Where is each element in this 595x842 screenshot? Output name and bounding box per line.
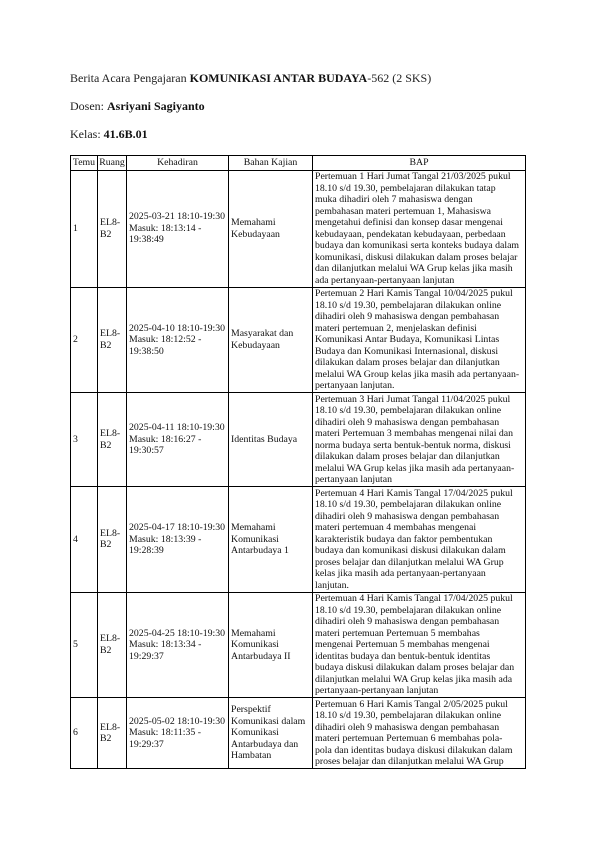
report-line: Pertemuan 4 Hari Kamis Tangal 17/04/2025 pukul xyxy=(315,593,513,604)
report-line: dilanjutkan melalui WA Grup kelas jika masih ada xyxy=(315,673,513,685)
report-line: dan dilanjutkan melalui WA Grup kelas jika masih xyxy=(315,263,513,274)
report-line: komunikasi, diskusi dilakukan dalam proses belajar xyxy=(315,251,518,263)
report-line: pola dan identitas budaya diskusi dilakukan dalam xyxy=(315,744,513,756)
meeting-number: 3 xyxy=(71,393,98,487)
column-header-bahan-kajian: Bahan Kajian xyxy=(229,156,313,171)
report-line: materi pertemuan Pertemuan 5 membahas xyxy=(315,627,480,639)
report-line: 18.10 s/d 19.30, pembelajaran dilakukan online xyxy=(315,499,502,510)
study-material: Memahami Kebudayaan xyxy=(229,170,313,287)
report-line: identitas budaya dan bentuk-bentuk identitas xyxy=(315,650,491,662)
room: EL8-B2 xyxy=(98,170,127,287)
table-row xyxy=(71,287,526,393)
schedule-time: 2025-03-21 18:10-19:30 xyxy=(129,211,226,223)
class-label: Kelas: xyxy=(70,127,101,141)
report-line: pertanyaan lanjutan. xyxy=(315,380,395,391)
meeting-number: 4 xyxy=(71,487,98,593)
column-header-temu: Temu xyxy=(71,156,98,171)
teaching-report-table xyxy=(70,155,526,769)
report-line: Pertemuan 4 Hari Kamis Tangal 17/04/2025 pukul xyxy=(315,487,513,499)
report-line: mengetahui definisi dan konsep dasar mengenai xyxy=(315,217,503,228)
report-line: kebudayaan, pendekatan kebudayaan, perbedaan xyxy=(315,228,506,240)
report-line: dihadiri oleh 9 mahasiswa dengan pembahasan xyxy=(315,721,500,733)
report-line: materi pertemuan Pertemuan 6 membahas pola- xyxy=(315,733,503,744)
report-line: materi Pertemuan 3 membahas mengenai nilai dan xyxy=(315,428,514,439)
teaching-report xyxy=(313,592,526,698)
schedule-time: 2025-04-25 18:10-19:30 xyxy=(129,627,226,639)
report-line: proses belajar dan dilanjutkan melalui WA Grup xyxy=(315,556,504,568)
table-row xyxy=(71,592,526,698)
attendance-cell xyxy=(127,170,229,287)
report-line: muka dihadiri oleh 7 mahasiswa dengan xyxy=(315,194,473,205)
study-material: Memahami Komunikasi Antarbudaya II xyxy=(229,592,313,698)
lecturer-name: Asriyani Sagiyanto xyxy=(107,99,205,113)
study-material: Masyarakat dan Kebudayaan xyxy=(229,287,313,393)
report-line: lanjutan. xyxy=(315,579,350,591)
study-material: Perspektif Komunikasi dalam Komunikasi Antarbudaya dan Hambatan xyxy=(229,698,313,769)
room: EL8-B2 xyxy=(98,287,127,393)
teaching-report xyxy=(313,287,526,393)
check-in-time: Masuk: 18:16:27 - 19:30:57 xyxy=(129,433,202,457)
check-in-time: Masuk: 18:11:35 - 19:29:37 xyxy=(129,727,202,750)
course-code-credits: -562 (2 SKS) xyxy=(367,71,432,85)
report-line: norma budaya serta bentuk-bentuk norma, diskusi xyxy=(315,439,511,451)
room: EL8-B2 xyxy=(98,698,127,769)
check-in-time: Masuk: 18:13:14 - 19:38:49 xyxy=(129,222,202,246)
table-row xyxy=(71,487,526,593)
report-line: materi pertemuan 2, menjelaskan definisi xyxy=(315,322,477,334)
report-line: dilakukan dalam proses belajar dan dilanjutkan xyxy=(315,451,500,462)
report-line: karakteristik budaya dan faktor pembentukan xyxy=(315,533,493,545)
report-line: materi pertemuan 4 membahas mengenai xyxy=(315,522,477,533)
report-line: budaya dan komunikasi serta konteks budaya dalam xyxy=(315,240,520,251)
room: EL8-B2 xyxy=(98,487,127,593)
meeting-number: 5 xyxy=(71,592,98,698)
report-line: dilakukan dalam proses belajar dan dilanjutkan xyxy=(315,357,500,368)
meeting-number: 1 xyxy=(71,170,98,287)
teaching-report xyxy=(313,170,526,287)
report-line: dihadiri oleh 9 mahasiswa dengan pembahasan xyxy=(315,510,500,522)
column-header-ruang: Ruang xyxy=(99,157,125,168)
table-row xyxy=(71,393,526,487)
teaching-report xyxy=(313,698,526,769)
attendance-cell xyxy=(127,592,229,698)
check-in-time: Masuk: 18:13:34 - 19:29:37 xyxy=(129,639,202,662)
report-line: dihadiri oleh 9 mahasiswa dengan pembahasan xyxy=(315,616,500,627)
report-line: melalui WA Group kelas jika masih ada pertanyaan- xyxy=(315,368,520,380)
report-line: Pertemuan 3 Hari Jumat Tangal 11/04/2025 pukul xyxy=(315,393,511,405)
report-line: dihadiri oleh 9 mahasiswa dengan pembahasan xyxy=(315,416,500,428)
report-line: 18.10 s/d 19.30, pembelajaran dilakukan online xyxy=(315,299,502,311)
teaching-report xyxy=(313,393,526,487)
room: EL8-B2 xyxy=(98,393,127,487)
teaching-report xyxy=(313,487,526,593)
table-row xyxy=(71,170,526,287)
attendance-cell xyxy=(127,393,229,487)
schedule-time: 2025-04-17 18:10-19:30 xyxy=(129,522,226,533)
lecturer-line xyxy=(70,99,205,113)
attendance-cell xyxy=(127,698,229,769)
report-line: proses belajar dan dilanjutkan melalui WA Grup xyxy=(315,756,504,767)
room: EL8-B2 xyxy=(98,592,127,698)
attendance-cell xyxy=(127,287,229,393)
schedule-time: 2025-05-02 18:10-19:30 xyxy=(129,715,226,727)
report-line: kelas jika masih ada pertanyaan-pertanyaan xyxy=(315,568,486,579)
report-line: budaya diskusi dilakukan dalam proses belajar dan xyxy=(315,662,515,673)
meeting-number: 6 xyxy=(71,698,98,769)
report-line: Budaya dan Komunikasi Internasional, diskusi xyxy=(315,345,499,357)
report-line: 18.10 s/d 19.30, pembelajaran dilakukan online xyxy=(315,710,502,721)
schedule-time: 2025-04-10 18:10-19:30 xyxy=(129,322,226,334)
report-line: dihadiri oleh 9 mahasiswa dengan pembahasan xyxy=(315,311,500,322)
report-line: 18.10 s/d 19.30, pembelajaran dilakukan online xyxy=(315,604,502,616)
meeting-number: 2 xyxy=(71,287,98,393)
course-title xyxy=(70,71,431,85)
report-line: 18.10 s/d 19.30, pembelajaran dilakukan tatap xyxy=(315,182,496,194)
study-material: Identitas Budaya xyxy=(229,393,313,487)
report-line: mengenai Pertemuan 5 membahas mengenai xyxy=(315,639,490,650)
check-in-time: Masuk: 18:12:52 - 19:38:50 xyxy=(129,334,202,357)
class-value: 41.6B.01 xyxy=(103,127,148,141)
class-line xyxy=(70,127,148,141)
table-header-row xyxy=(71,156,526,171)
column-header-bap: BAP xyxy=(313,156,526,171)
report-line: 18.10 s/d 19.30, pembelajaran dilakukan online xyxy=(315,405,502,416)
lecturer-label: Dosen: xyxy=(70,99,104,113)
report-line: pertanyaan lanjutan xyxy=(315,474,392,485)
report-line: Pertemuan 2 Hari Kamis Tangal 10/04/2025 pukul xyxy=(315,288,513,299)
report-line: melalui WA Grup kelas jika masih ada pertanyaan- xyxy=(315,462,515,474)
report-line: pertanyaan-pertanyaan lanjutan xyxy=(315,685,439,696)
course-title-prefix: Berita Acara Pengajaran xyxy=(70,71,187,85)
check-in-time: Masuk: 18:13:39 - 19:28:39 xyxy=(129,533,202,556)
report-line: Pertemuan 6 Hari Kamis Tangal 2/05/2025 pukul xyxy=(315,698,508,710)
study-material: Memahami Komunikasi Antarbudaya 1 xyxy=(229,487,313,593)
report-line: Komunikasi Antar Budaya, Komunikasi Lintas xyxy=(315,334,500,345)
report-line: pembahasan materi pertemuan 1, Mahasiswa xyxy=(315,205,492,217)
course-name: KOMUNIKASI ANTAR BUDAYA xyxy=(189,71,368,85)
report-line: ada pertanyaan-pertanyaan lanjutan xyxy=(315,274,455,286)
table-row xyxy=(71,698,526,769)
report-line: Pertemuan 1 Hari Jumat Tangal 21/03/2025 pukul xyxy=(315,171,511,182)
column-header-kehadiran: Kehadiran xyxy=(127,156,229,171)
attendance-cell xyxy=(127,487,229,593)
schedule-time: 2025-04-11 18:10-19:30 xyxy=(129,422,225,434)
report-line: budaya dan komunikasi diskusi dilakukan dalam xyxy=(315,545,506,556)
